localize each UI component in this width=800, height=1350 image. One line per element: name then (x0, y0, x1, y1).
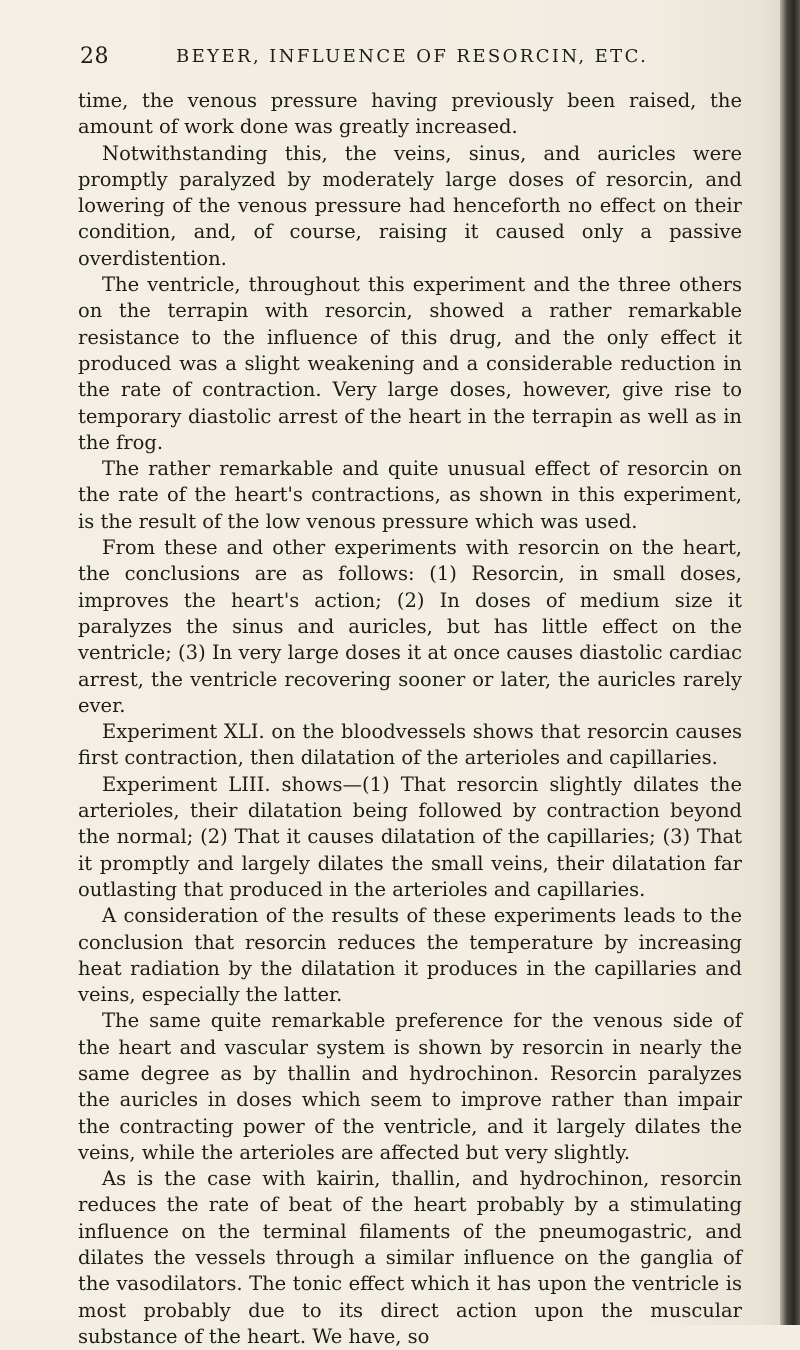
page-header (80, 44, 760, 74)
paragraph: The ventricle, throughout this experiment and the three others on the terrapin with resorcin, showed a rather remarkable resistance to the influence of this drug, and the only effect it produced was a slight weakening and a considerable reduction in the rate of contraction. Very large doses, however, give rise to temporary diastolic arrest of the heart in the terrapin as well as in the frog. (78, 273, 742, 454)
paragraph: A consideration of the results of these experiments leads to the conclusion that resorcin reduces the temperature by increasing heat radiation by the dilatation it produces in the capillaries and veins, especially the latter. (78, 904, 742, 1007)
paragraph: The same quite remarkable preference for the venous side of the heart and vascular system is shown by resorcin in nearly the same degree as by thallin and hydrochinon. Resorcin paralyzes the auricles in doses which seem to improve rather than impair the contracting power of the ventricle, and it largely dilates the veins, while the arterioles are affected but very slightly. (78, 1009, 742, 1164)
paragraph: Experiment XLI. on the bloodvessels shows that resorcin causes first contraction, then dilatation of the arterioles and capillaries. (78, 720, 742, 770)
paragraph: From these and other experiments with resorcin on the heart, the conclusions are as follows: (1) Resorcin, in small doses, improves the heart's action; (2) In doses of medium size it paralyzes the sinus and auricles, but has little effect on the ventricle; (3) In very large doses it at once causes diastolic cardiac arrest, the ventricle recovering sooner or later, the auricles rarely ever. (78, 536, 742, 717)
paragraph: As is the case with kairin, thallin, and hydrochinon, resorcin reduces the rate of beat of the heart probably by a stimulating influence on the terminal filaments of the pneumogastric, and dilates the vessels through a similar influence on the ganglia of the vasodilators. The tonic effect which it has upon the ventricle is most probably due to its direct action upon the muscular substance of the heart. We have, so (78, 1167, 742, 1348)
paragraph: Notwithstanding this, the veins, sinus, and auricles were promptly paralyzed by moderately large doses of resorcin, and lowering of the venous pressure had henceforth no effect on their condition, and, of course, raising it caused only a passive overdistention. (78, 141, 742, 270)
book-binding-edge (780, 0, 800, 1325)
paragraph: Experiment LIII. shows—(1) That resorcin slightly dilates the arterioles, their dilatation being followed by contraction beyond the normal; (2) That it causes dilatation of the capillaries; (3) That it promptly and largely dilates the small veins, their dilatation far outlasting that produced in the arterioles and capillaries. (78, 772, 742, 901)
body-text (78, 88, 742, 1350)
paragraph-continuation: time, the venous pressure having previously been raised, the amount of work done was greatly increased. (78, 89, 742, 139)
paragraph: The rather remarkable and quite unusual effect of resorcin on the rate of the heart's contractions, as shown in this experiment, is the result of the low venous pressure which was used. (78, 457, 742, 533)
page-number: 28 (80, 44, 109, 69)
running-head: BEYER, INFLUENCE OF RESORCIN, ETC. (176, 46, 649, 67)
